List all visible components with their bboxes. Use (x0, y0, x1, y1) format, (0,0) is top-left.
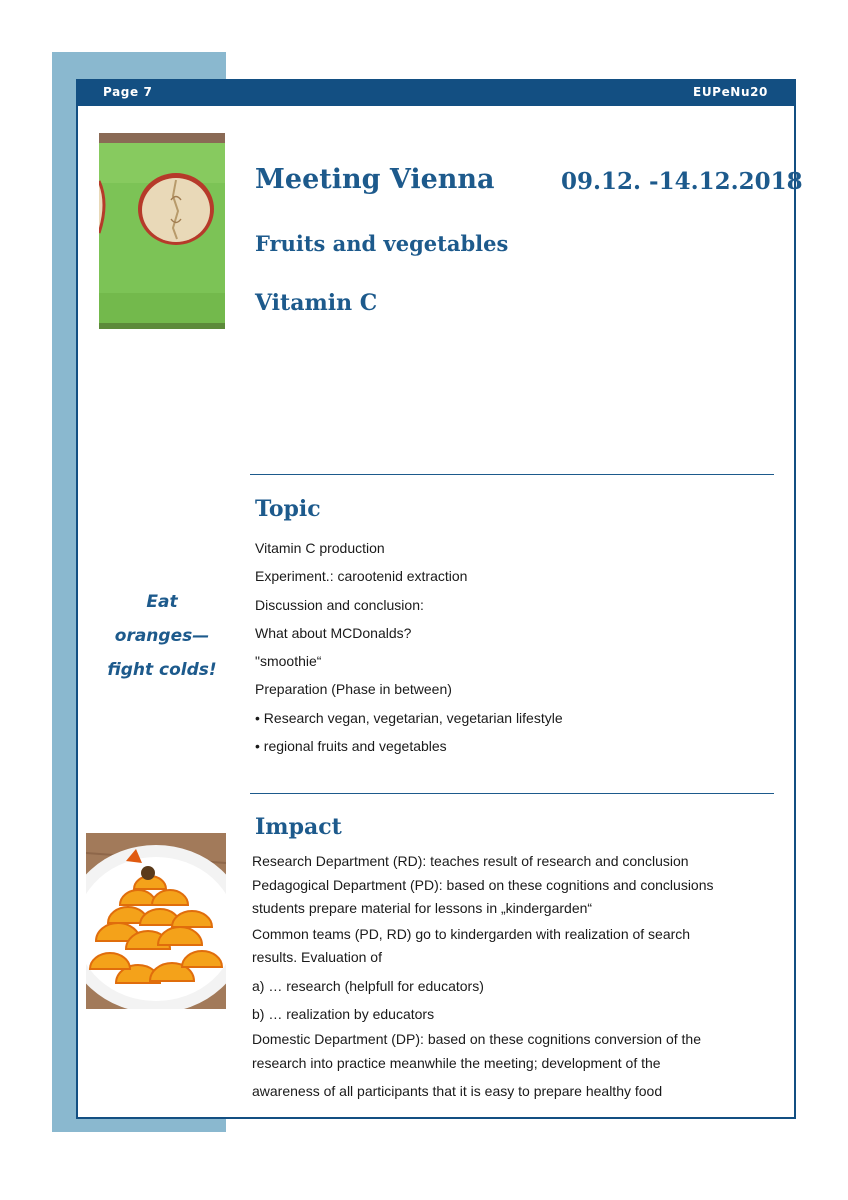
quote-line: Eat (146, 592, 178, 612)
project-name: EUPeNu20 (693, 85, 768, 99)
impact-heading: Impact (255, 814, 342, 840)
topic-item: Preparation (Phase in between) (255, 681, 452, 698)
impact-line: students prepare material for lessons in „kindergarden“ (252, 900, 593, 916)
impact-line: a) … research (helpfull for educators) (252, 978, 484, 994)
topic-list (255, 538, 563, 764)
subtitle-fruits: Fruits and vegetables (255, 231, 509, 256)
topic-item: "smoothie“ (255, 653, 322, 670)
topic-item: Discussion and conclusion: (255, 596, 424, 613)
topic-heading: Topic (255, 496, 321, 522)
oranges-photo (86, 833, 226, 1009)
topic-item: What about MCDonalds? (255, 624, 412, 641)
topic-item: Vitamin C production (255, 540, 385, 556)
topic-item: • regional fruits and vegetables (255, 738, 447, 755)
impact-line: results. Evaluation of (252, 949, 382, 965)
impact-line: Common teams (PD, RD) go to kindergarden with realization of search (252, 926, 691, 942)
divider (250, 474, 774, 475)
quote-line: fight colds! (107, 660, 217, 680)
header-bar (76, 79, 796, 106)
subtitle-vitamin: Vitamin C (255, 290, 378, 316)
impact-line: research into practice meanwhile the meeting; development of the (252, 1055, 661, 1071)
impact-line: Pedagogical Department (PD): based on these cognitions and conclusions (252, 877, 714, 893)
meeting-date: 09.12. -14.12.2018 (561, 168, 803, 195)
impact-line: awareness of all participants that it is easy to prepare healthy food (252, 1083, 663, 1099)
impact-line: Research Department (RD): teaches result of research and conclusion (252, 853, 689, 869)
page-number: Page 7 (103, 85, 153, 99)
impact-line: b) … realization by educators (252, 1006, 435, 1022)
topic-item: Experiment.: carootenid extraction (255, 568, 468, 585)
quote-line: oranges— (114, 626, 210, 646)
meeting-title: Meeting Vienna (255, 164, 495, 195)
divider (250, 793, 774, 794)
impact-line: Domestic Department (DP): based on these cognitions conversion of the (252, 1031, 702, 1047)
topic-item: • Research vegan, vegetarian, vegetarian lifestyle (255, 709, 563, 726)
apple-photo (99, 133, 225, 329)
